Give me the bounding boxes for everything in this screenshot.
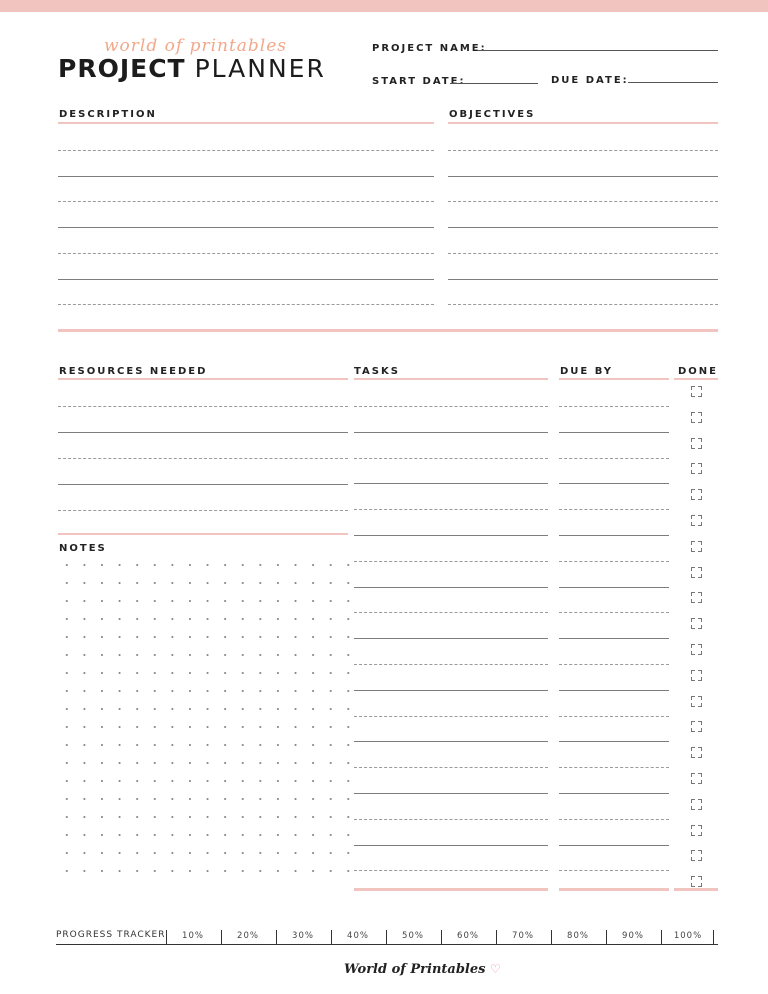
footer-logo [344, 962, 501, 977]
task-line[interactable] [354, 767, 548, 768]
page-title [58, 54, 326, 83]
done-checkbox[interactable] [691, 489, 702, 500]
resources-bottom-line [58, 533, 348, 535]
progress-tick [551, 930, 552, 944]
task-line[interactable] [354, 741, 548, 742]
task-line[interactable] [354, 638, 548, 639]
due-by-line[interactable] [559, 767, 669, 768]
progress-tick [661, 930, 662, 944]
due-by-line[interactable] [559, 870, 669, 871]
heart-icon: ♡ [490, 962, 501, 976]
progress-tick [276, 930, 277, 944]
objectives-line[interactable] [448, 176, 718, 177]
done-checkbox[interactable] [691, 876, 702, 887]
description-heading: DESCRIPTION [59, 109, 157, 120]
task-line[interactable] [354, 483, 548, 484]
due-by-line[interactable] [559, 690, 669, 691]
due-by-line[interactable] [559, 845, 669, 846]
brand-script-logo: world of printables [104, 36, 288, 56]
progress-step-30pct[interactable]: 30% [292, 931, 314, 941]
done-checkbox[interactable] [691, 438, 702, 449]
resource-line[interactable] [58, 510, 348, 511]
progress-step-80pct[interactable]: 80% [567, 931, 589, 941]
objectives-line[interactable] [448, 150, 718, 151]
progress-tick [166, 930, 167, 944]
done-checkbox[interactable] [691, 850, 702, 861]
done-checkbox[interactable] [691, 515, 702, 526]
task-line[interactable] [354, 793, 548, 794]
resource-line[interactable] [58, 432, 348, 433]
due-date-label: DUE DATE: [551, 75, 629, 86]
progress-step-10pct[interactable]: 10% [182, 931, 204, 941]
done-checkbox[interactable] [691, 618, 702, 629]
description-line[interactable] [58, 201, 434, 202]
progress-step-60pct[interactable]: 60% [457, 931, 479, 941]
progress-tracker [56, 926, 718, 946]
resource-line[interactable] [58, 484, 348, 485]
done-checkbox[interactable] [691, 412, 702, 423]
task-line[interactable] [354, 432, 548, 433]
notes-heading: NOTES [59, 543, 107, 554]
progress-step-40pct[interactable]: 40% [347, 931, 369, 941]
due-by-line[interactable] [559, 664, 669, 665]
notes-dot-grid[interactable] [58, 556, 350, 886]
title-light: PLANNER [194, 54, 326, 83]
progress-tracker-label: PROGRESS TRACKER [56, 930, 166, 940]
due-by-line[interactable] [559, 458, 669, 459]
done-bottom-line [674, 888, 718, 891]
due-by-line[interactable] [559, 535, 669, 536]
task-line[interactable] [354, 690, 548, 691]
due-by-line[interactable] [559, 638, 669, 639]
description-underline [58, 122, 434, 124]
section-divider [58, 329, 718, 332]
objectives-underline [448, 122, 718, 124]
progress-baseline [56, 944, 718, 945]
tasks-underline [354, 378, 548, 380]
tasks-heading: TASKS [354, 366, 400, 377]
start-date-label: START DATE: [372, 76, 466, 87]
done-checkbox[interactable] [691, 747, 702, 758]
task-line[interactable] [354, 509, 548, 510]
tasks-bottom-line [354, 888, 548, 891]
task-line[interactable] [354, 406, 548, 407]
due-date-field[interactable] [628, 82, 718, 83]
progress-step-20pct[interactable]: 20% [237, 931, 259, 941]
task-line[interactable] [354, 535, 548, 536]
objectives-line[interactable] [448, 253, 718, 254]
done-underline [674, 378, 718, 380]
description-line[interactable] [58, 253, 434, 254]
progress-tick [496, 930, 497, 944]
due-by-underline [559, 378, 669, 380]
progress-step-90pct[interactable]: 90% [622, 931, 644, 941]
done-checkbox[interactable] [691, 644, 702, 655]
progress-tick [441, 930, 442, 944]
resources-heading: RESOURCES NEEDED [59, 366, 208, 377]
description-line[interactable] [58, 176, 434, 177]
done-checkbox[interactable] [691, 670, 702, 681]
footer-logo-text: World of Printables [344, 962, 486, 977]
task-line[interactable] [354, 819, 548, 820]
progress-step-50pct[interactable]: 50% [402, 931, 424, 941]
due-by-line[interactable] [559, 406, 669, 407]
due-by-line[interactable] [559, 793, 669, 794]
objectives-heading: OBJECTIVES [449, 109, 536, 120]
resources-underline [58, 378, 348, 380]
progress-step-70pct[interactable]: 70% [512, 931, 534, 941]
due-by-line[interactable] [559, 483, 669, 484]
done-checkbox[interactable] [691, 773, 702, 784]
task-line[interactable] [354, 870, 548, 871]
start-date-field[interactable] [450, 83, 538, 84]
done-checkbox[interactable] [691, 592, 702, 603]
task-line[interactable] [354, 716, 548, 717]
done-checkbox[interactable] [691, 567, 702, 578]
due-by-line[interactable] [559, 741, 669, 742]
description-line[interactable] [58, 227, 434, 228]
title-bold: PROJECT [58, 54, 186, 83]
done-checkbox[interactable] [691, 463, 702, 474]
task-line[interactable] [354, 458, 548, 459]
project-name-field[interactable] [478, 50, 718, 51]
progress-tick [221, 930, 222, 944]
objectives-line[interactable] [448, 227, 718, 228]
due-by-heading: DUE BY [560, 366, 614, 377]
due-by-line[interactable] [559, 561, 669, 562]
done-checkbox[interactable] [691, 386, 702, 397]
due-by-line[interactable] [559, 819, 669, 820]
resource-line[interactable] [58, 458, 348, 459]
resource-line[interactable] [58, 406, 348, 407]
task-line[interactable] [354, 612, 548, 613]
description-line[interactable] [58, 150, 434, 151]
description-line[interactable] [58, 279, 434, 280]
task-line[interactable] [354, 664, 548, 665]
due-by-bottom-line [559, 888, 669, 891]
done-checkbox[interactable] [691, 721, 702, 732]
done-checkbox[interactable] [691, 825, 702, 836]
progress-tick [386, 930, 387, 944]
task-line[interactable] [354, 845, 548, 846]
task-line[interactable] [354, 561, 548, 562]
done-checkbox[interactable] [691, 541, 702, 552]
objectives-line[interactable] [448, 201, 718, 202]
due-by-line[interactable] [559, 432, 669, 433]
due-by-line[interactable] [559, 716, 669, 717]
due-by-line[interactable] [559, 587, 669, 588]
due-by-line[interactable] [559, 612, 669, 613]
objectives-line[interactable] [448, 304, 718, 305]
project-name-label: PROJECT NAME: [372, 43, 487, 54]
progress-step-100pct[interactable]: 100% [673, 931, 703, 941]
progress-tick-end [713, 930, 714, 944]
top-accent-bar [0, 0, 768, 12]
done-checkbox[interactable] [691, 799, 702, 810]
objectives-line[interactable] [448, 279, 718, 280]
description-line[interactable] [58, 304, 434, 305]
task-line[interactable] [354, 587, 548, 588]
done-checkbox[interactable] [691, 696, 702, 707]
done-heading: DONE [678, 366, 719, 377]
progress-tick [606, 930, 607, 944]
progress-tick [331, 930, 332, 944]
due-by-line[interactable] [559, 509, 669, 510]
